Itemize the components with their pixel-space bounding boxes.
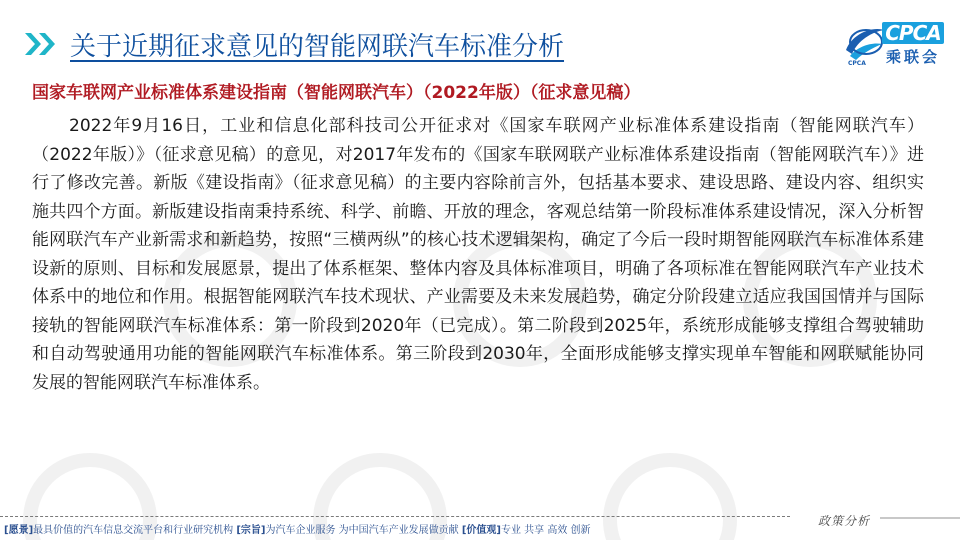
footer-values-text: 专业 共享 高效 创新 bbox=[500, 525, 591, 536]
footer-mission-tag: [宗旨] bbox=[236, 525, 266, 536]
cpca-logo bbox=[842, 20, 946, 66]
logo-chinese-name: 乘联会 bbox=[886, 48, 941, 66]
footer-divider bbox=[0, 516, 790, 519]
footer-vision-tag: [愿景] bbox=[4, 525, 34, 536]
slide-title: 关于近期征求意见的智能网联汽车标准分析 bbox=[70, 31, 565, 62]
footer-mission-text: 为汽车企业服务 为中国汽车产业发展做贡献 bbox=[265, 525, 459, 536]
double-chevron-icon bbox=[22, 29, 62, 59]
slide-title-bar bbox=[22, 24, 564, 64]
footer-values-tag: [价值观] bbox=[461, 525, 501, 536]
logo-sub-text: CPCA bbox=[848, 60, 866, 67]
footer-mission-line bbox=[4, 521, 591, 536]
document-paragraph: 2022年9月16日，工业和信息化部科技司公开征求对《国家车联网产业标准体系建设指南（智能网联汽车）（2022年版）》（征求意见稿）的意见，对2017年发布的《国家车联网联产业标准体系建设指南（智能网联汽车）》进行了修改完善。新版《建设指南》（征求意见稿）的主要内容除前言外，包括基本要求、建设思路、建设内容、组织实施共四个方面。新版建设指南秉持系统、科学、前瞻、开放的理念，客观总结第一阶段标准体系建设情况，深入分析智能网联汽车产业新需求和新趋势，按照“三横两纵”的核心技术逻辑架构，确定了今后一段时期智能网联汽车标准体系建设新的原则、目标和发展愿景，提出了体系框架、整体内容及具体标准项目，明确了各项标准在智能网联汽车产业技术体系中的地位和作用。根据智能网联汽车技术现状、产业需要及未来发展趋势，确定分阶段建立适应我国国情并与国际接轨的智能网联汽车标准体系：第一阶段到2020年（已完成）。第二阶段到2025年，系统形成能够支撑组合驾驶辅助和自动驾驶通用功能的智能网联汽车标准体系。第三阶段到2030年，全面形成能够支撑实现单车智能和网联赋能协同发展的智能网联汽车标准体系。 bbox=[32, 116, 924, 393]
footer-accent-bar bbox=[880, 517, 960, 519]
footer-section-label: 政策分析 bbox=[818, 514, 871, 528]
logo-brand-text: CPCA bbox=[882, 22, 944, 44]
document-heading: 国家车联网产业标准体系建设指南（智能网联汽车）（2022年版）（征求意见稿） bbox=[32, 83, 641, 103]
footer-vision-text: 最具价值的汽车信息交流平台和行业研究机构 bbox=[33, 525, 234, 536]
